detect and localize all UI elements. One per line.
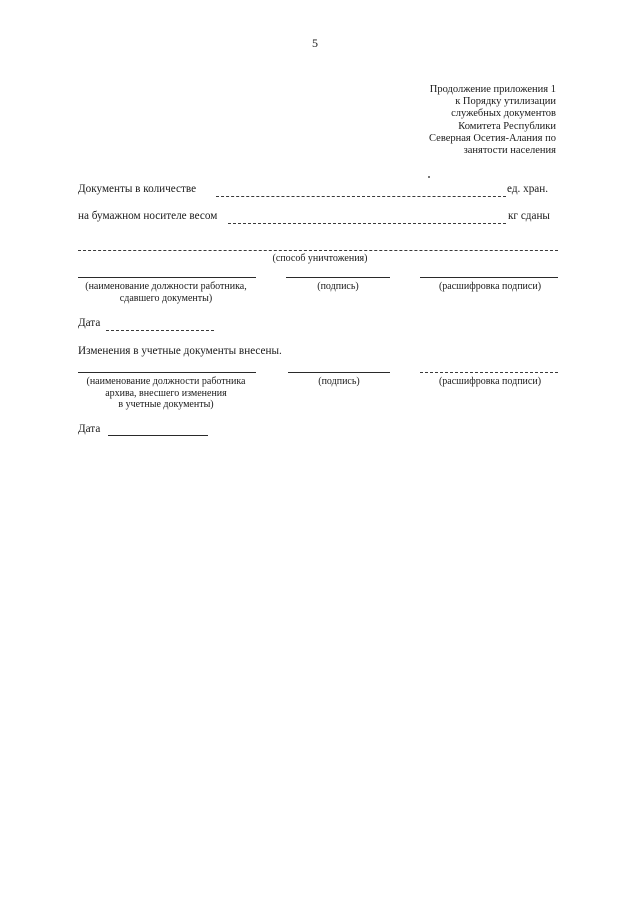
signature-line-2[interactable] xyxy=(288,372,390,373)
position-line-1[interactable] xyxy=(78,277,256,278)
position-caption-1: (наименование должности работника, сдавшего документы) xyxy=(85,281,247,304)
page-number: 5 xyxy=(312,36,318,50)
appendix-line: занятости населения xyxy=(463,145,556,157)
position-line-2[interactable] xyxy=(78,372,256,373)
scan-speck xyxy=(428,176,430,178)
decoding-line-1[interactable] xyxy=(420,277,558,278)
appendix-line: к Порядку утилизации xyxy=(455,96,556,108)
appendix-line: Продолжение приложения 1 xyxy=(429,84,556,95)
decoding-line-2[interactable] xyxy=(420,372,558,373)
destruction-method-field[interactable] xyxy=(78,250,558,251)
appendix-header xyxy=(429,84,556,157)
changes-statement: Изменения в учетные документы внесены. xyxy=(78,345,282,357)
destruction-method-caption: (способ уничтожения) xyxy=(272,253,368,264)
weight-label: на бумажном носителе весом xyxy=(78,210,218,222)
appendix-line: служебных документов xyxy=(451,108,556,120)
signature-line-1[interactable] xyxy=(286,277,390,278)
weight-field[interactable] xyxy=(228,223,506,224)
quantity-field[interactable] xyxy=(216,196,506,197)
date-label-2: Дата xyxy=(78,423,101,435)
signature-caption-1: (подпись) xyxy=(317,281,359,292)
appendix-line: Комитета Республики xyxy=(458,120,556,132)
quantity-label: Документы в количестве xyxy=(78,183,197,195)
quantity-unit: ед. хран. xyxy=(507,183,549,195)
appendix-line: Северная Осетия-Алания по xyxy=(429,132,556,144)
date-field-1[interactable] xyxy=(106,330,214,331)
weight-unit: кг сданы xyxy=(508,210,550,222)
position-caption-2: (наименование должности работника архива, внесшего изменения в учетные документы) xyxy=(86,376,246,410)
signature-caption-2: (подпись) xyxy=(318,376,360,387)
decoding-caption-1: (расшифровка подписи) xyxy=(438,281,542,292)
date-field-2[interactable] xyxy=(108,435,208,436)
decoding-caption-2: (расшифровка подписи) xyxy=(438,376,542,387)
date-label-1: Дата xyxy=(78,317,101,329)
